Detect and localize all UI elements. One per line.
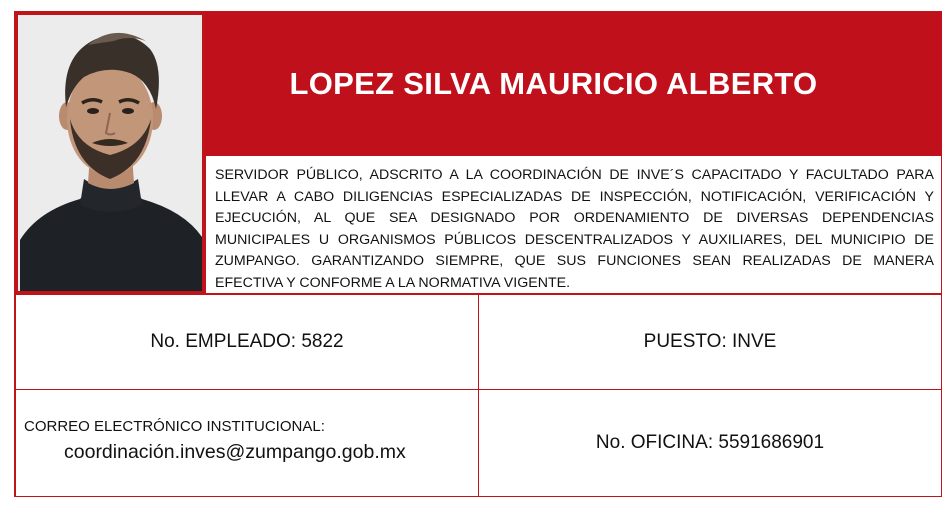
email-value: coordinación.inves@zumpango.gob.mx bbox=[64, 441, 406, 463]
name-banner bbox=[205, 12, 942, 156]
employee-photo bbox=[15, 12, 205, 294]
portrait-image bbox=[18, 15, 202, 291]
description-box bbox=[205, 156, 942, 294]
position: PUESTO: INVE bbox=[643, 331, 777, 352]
employee-card bbox=[14, 11, 942, 497]
email-label: CORREO ELECTRÓNICO INSTITUCIONAL: bbox=[24, 418, 325, 435]
email-cell bbox=[15, 389, 479, 497]
employee-number: No. EMPLEADO: 5822 bbox=[150, 331, 344, 352]
employee-name: LOPEZ SILVA MAURICIO ALBERTO bbox=[289, 66, 818, 101]
office-number: No. OFICINA: 5591686901 bbox=[595, 432, 825, 453]
employee-number-cell bbox=[15, 294, 479, 390]
office-number-cell bbox=[478, 389, 942, 497]
position-cell bbox=[478, 294, 942, 390]
employee-description: SERVIDOR PÚBLICO, ADSCRITO A LA COORDINACIÓN DE INVE´S CAPACITADO Y FACULTADO PARA LLEVAR A CABO DILIGENCIAS ESPECIALIZADAS DE INSPECCIÓN, NOTIFICACIÓN, VERIFICACIÓN Y EJECUCIÓN, AL QUE SEA DESIGNADO POR ORDENAMIENTO DE DIVERSAS DEPENDENCIAS MUNICIPALES U ORGANISMOS PÚBLICOS DESCENTRALIZADOS Y AUXILIARES, DEL MUNICIPIO DE ZUMPANGO. GARANTIZANDO SIEMPRE, QUE SUS FUNCIONES SEAN REALIZADAS DE MANERA EFECTIVA Y CONFORME A LA NORMATIVA VIGENTE. bbox=[215, 167, 934, 291]
